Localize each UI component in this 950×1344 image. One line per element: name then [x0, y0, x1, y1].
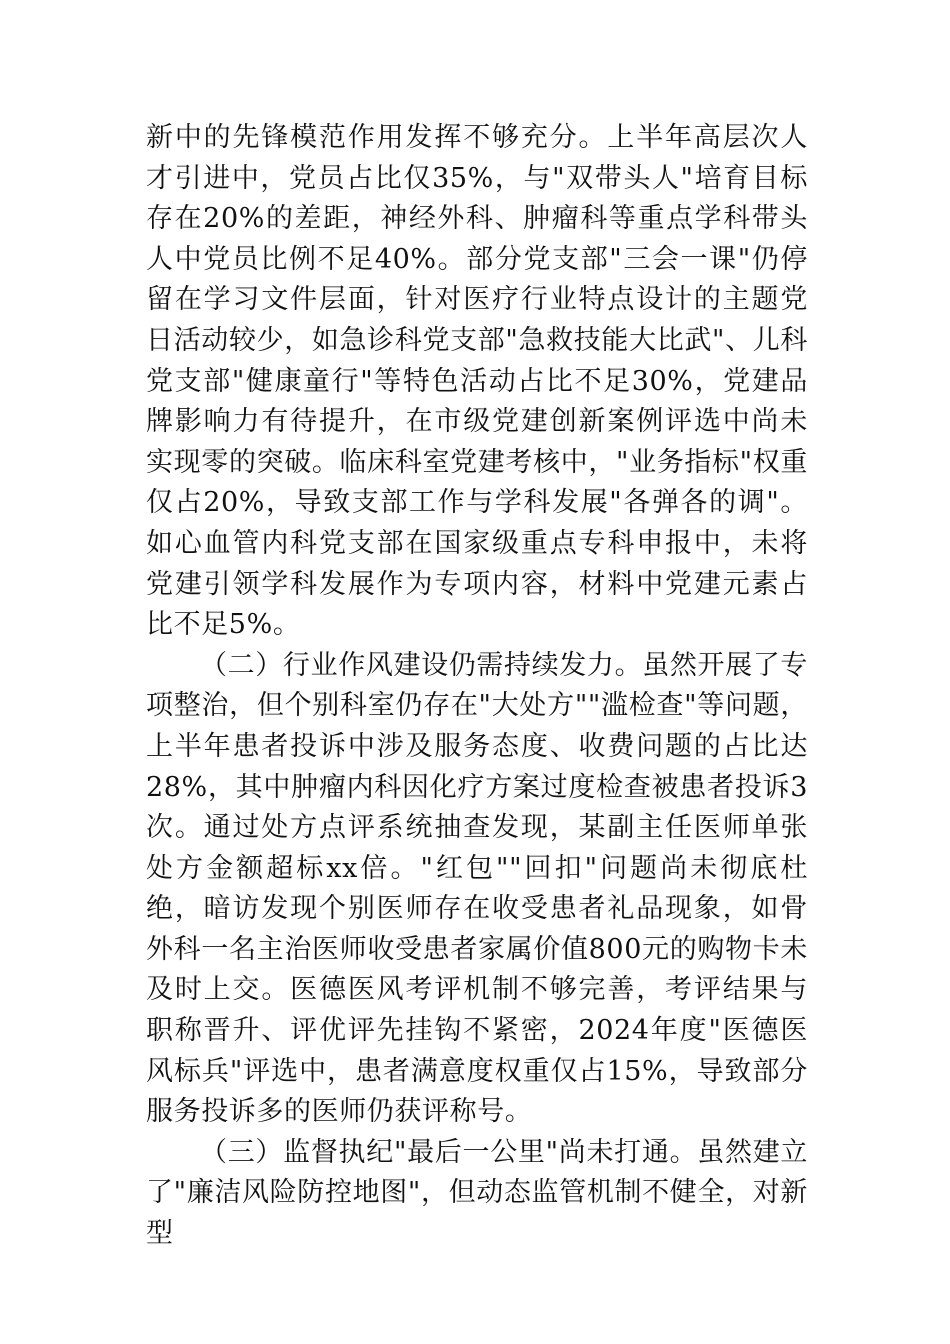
- document-body: [146, 118, 808, 1255]
- paragraph-continuation: 新中的先锋模范作用发挥不够充分。上半年高层次人才引进中，党员占比仅35%，与"双带头人"培育目标存在20%的差距，神经外科、肿瘤科等重点学科带头人中党员比例不足40%。部分党支部"三会一课"仍停留在学习文件层面，针对医疗行业特点设计的主题党日活动较少，如急诊科党支部"急救技能大比武"、儿科党支部"健康童行"等特色活动占比不足30%，党建品牌影响力有待提升，在市级党建创新案例评选中尚未实现零的突破。临床科室党建考核中，"业务指标"权重仅占20%，导致支部工作与学科发展"各弹各的调"。如心血管内科党支部在国家级重点专科申报中，未将党建引领学科发展作为专项内容，材料中党建元素占比不足5%。: [146, 122, 808, 641]
- paragraph-industry-style: （二）行业作风建设仍需持续发力。虽然开展了专项整治，但个别科室仍存在"大处方""滥检查"等问题，上半年患者投诉中涉及服务态度、收费问题的占比达28%，其中肿瘤内科因化疗方案过度检查被患者投诉3次。通过处方点评系统抽查发现，某副主任医师单张处方金额超标xx倍。"红包""回扣"问题尚未彻底杜绝，暗访发现个别医师存在收受患者礼品现象，如骨外科一名主治医师收受患者家属价值800元的购物卡未及时上交。医德医风考评机制不够完善，考评结果与职称晋升、评优评先挂钩不紧密，2024年度"医德医风标兵"评选中，患者满意度权重仅占15%，导致部分服务投诉多的医师仍获评称号。: [146, 649, 808, 1128]
- paragraph-supervision: （三）监督执纪"最后一公里"尚未打通。虽然建立了"廉洁风险防控地图"，但动态监管机制不健全，对新型: [146, 1136, 808, 1250]
